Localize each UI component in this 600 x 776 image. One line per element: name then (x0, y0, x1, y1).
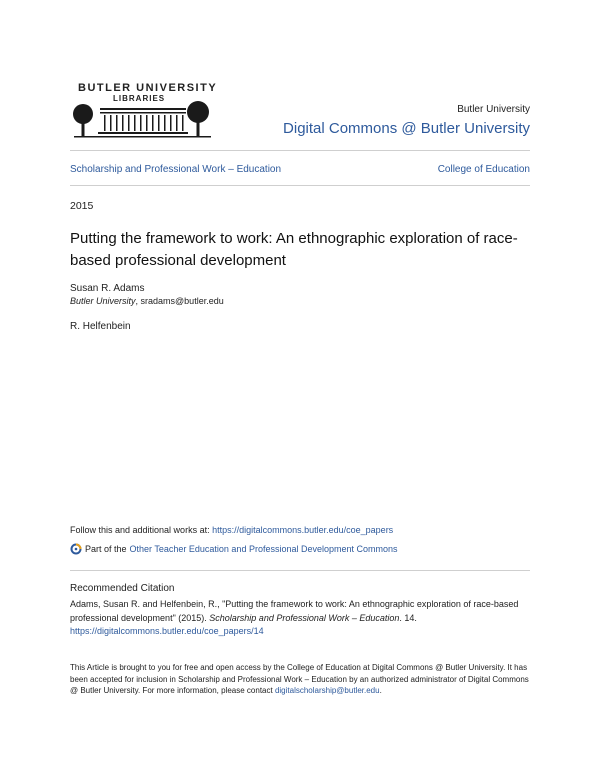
divider (70, 570, 530, 571)
notice-text: This Article is brought to you for free and open access by the College of Education at Digital Commons @ Butler University. It has been accepted for inclusion in Scholarship and Professional Work – Education by an authorized administrator of Digital Commons @ Butler University. For more information, please contact (70, 663, 529, 695)
affiliation-email: , sradams@butler.edu (135, 296, 224, 306)
publication-year: 2015 (70, 200, 94, 212)
citation-plain: Adams, Susan R. and Helfenbein, R., "Putting the framework to work: An ethnographic exploration of race-based professional development" (2015). (70, 599, 519, 623)
college-link[interactable]: College of Education (437, 164, 530, 175)
divider (70, 185, 530, 186)
series-link[interactable]: Scholarship and Professional Work – Education (70, 164, 282, 175)
citation-number: . 14. (399, 612, 417, 623)
follow-text: Follow this and additional works at: (70, 525, 213, 535)
follow-line (70, 525, 393, 535)
divider (70, 150, 530, 151)
article-title: Putting the framework to work: An ethnographic exploration of race-based professional development (70, 230, 518, 269)
author-affiliation (70, 296, 224, 306)
notice-end: . (379, 686, 382, 695)
commons-link[interactable]: Other Teacher Education and Professional Development Commons (129, 544, 398, 554)
affiliation-institution: Butler University (70, 296, 136, 306)
author-name: R. Helfenbein (70, 321, 131, 332)
repository-institution: Butler University (457, 104, 530, 115)
citation-text (70, 598, 532, 639)
logo-sub-text: LIBRARIES (113, 94, 166, 103)
open-access-icon (70, 543, 82, 555)
citation-heading: Recommended Citation (70, 583, 175, 594)
repository-name[interactable]: Digital Commons @ Butler University (283, 120, 530, 137)
author-name: Susan R. Adams (70, 283, 145, 294)
part-of-text: Part of the (85, 544, 127, 554)
citation-series: Scholarship and Professional Work – Education (209, 612, 400, 623)
citation-url-link[interactable]: https://digitalcommons.butler.edu/coe_papers/14 (70, 626, 264, 636)
access-notice (70, 662, 532, 697)
collection-url-link[interactable]: https://digitalcommons.butler.edu/coe_papers (212, 525, 394, 535)
logo-top-text: BUTLER UNIVERSITY (78, 82, 218, 94)
contact-email-link[interactable]: digitalscholarship@butler.edu (274, 686, 380, 695)
part-of-line (70, 543, 398, 555)
